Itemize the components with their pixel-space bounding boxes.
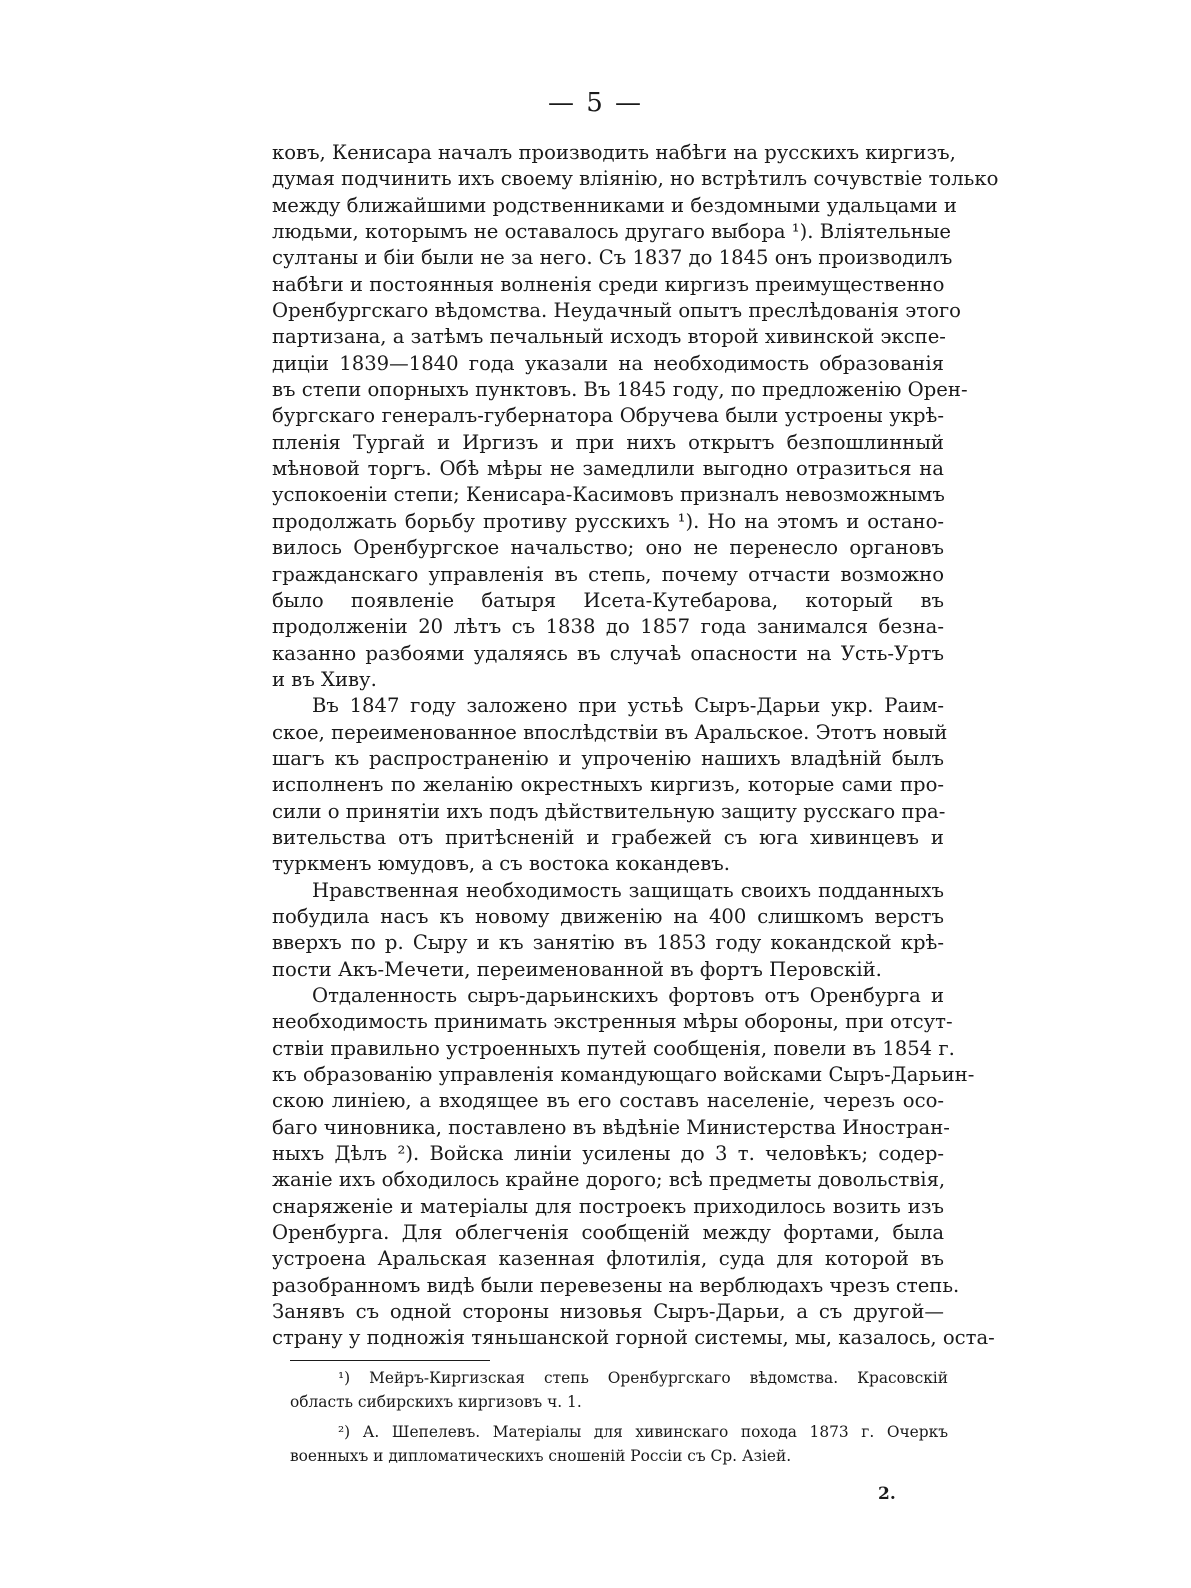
text-line: устроена Аральская казенная флотилія, суда для которой въ	[272, 1247, 944, 1271]
text-line: пости Акъ-Мечети, переименованной въ фортъ Перовскій.	[272, 957, 882, 981]
text-line: продолженіи 20 лѣтъ съ 1838 до 1857 года занимался безна-	[272, 615, 944, 639]
text-line: партизана, а затѣмъ печальный исходъ второй хивинской экспе-	[272, 325, 946, 349]
text-line: продолжать борьбу противу русскихъ ¹). Но на этомъ и остано-	[272, 509, 944, 533]
footnote-line: военныхъ и дипломатическихъ сношеній Россіи съ Ср. Азіей.	[290, 1447, 792, 1465]
text-line: казанно разбоями удаляясь въ случаѣ опасности на Усть-Уртъ	[272, 641, 944, 665]
text-line: необходимость принимать экстренныя мѣры обороны, при отсут-	[272, 1010, 953, 1034]
text-line: снаряженіе и матеріалы для построекъ приходилось возить изъ	[272, 1194, 944, 1218]
text-line: Занявъ съ одной стороны низовья Сыръ-Дарьи, а съ другой—	[272, 1300, 944, 1324]
text-line: бургскаго генералъ-губернатора Обручева были устроены укрѣ-	[272, 404, 944, 428]
text-line: ское, переименованное впослѣдствіи въ Аральское. Этотъ новый	[272, 720, 948, 744]
body-text	[272, 140, 999, 1352]
footnote-line: ²) А. Шепелевъ. Матеріалы для хивинскаго похода 1873 г. Очеркъ	[338, 1423, 948, 1441]
text-line: вилось Оренбургское начальство; оно не перенесло органовъ	[272, 536, 944, 560]
signature-mark: 2.	[878, 1484, 896, 1504]
text-line: успокоеніи степи; Кенисара-Касимовъ призналъ невозможнымъ	[272, 483, 945, 507]
text-line: Нравственная необходимость защищать своихъ подданныхъ	[312, 878, 944, 902]
text-line: въ степи опорныхъ пунктовъ. Въ 1845 году, по предложенію Орен-	[272, 378, 968, 402]
text-line: Оренбургскаго вѣдомства. Неудачный опытъ преслѣдованія этого	[272, 299, 961, 323]
text-line: было появленіе батыря Исета-Кутебарова, который въ	[272, 588, 944, 612]
footnote-divider	[290, 1360, 490, 1361]
text-line: и въ Хиву.	[272, 667, 377, 691]
text-line: скою линіею, а входящее въ его составъ населеніе, черезъ осо-	[272, 1089, 944, 1113]
text-line: Отдаленность сыръ-дарьинскихъ фортовъ отъ Оренбурга и	[312, 984, 944, 1007]
text-line: гражданскаго управленія въ степь, почему отчасти возможно	[272, 562, 944, 586]
text-line: пленія Тургай и Иргизъ и при нихъ открытъ безпошлинный	[272, 430, 944, 454]
footnotes	[290, 1366, 948, 1468]
page-number: — 5 —	[547, 88, 644, 118]
text-line: ныхъ Дѣлъ ²). Войска линіи усилены до 3 т. человѣкъ; содер-	[272, 1142, 944, 1166]
text-line: вверхъ по р. Сыру и къ занятію въ 1853 году кокандской крѣ-	[272, 931, 944, 955]
text-line: туркменъ юмудовъ, а съ востока кокандевъ.	[272, 852, 730, 876]
text-line: набѣги и постоянныя волненія среди киргизъ преимущественно	[272, 272, 945, 296]
text-line: исполненъ по желанію окрестныхъ киргизъ, которые сами про-	[272, 773, 944, 797]
text-line: между ближайшими родственниками и бездомными удальцами и	[272, 193, 957, 217]
text-line: думая подчинить ихъ своему вліянію, но встрѣтилъ сочувствіе только	[272, 167, 999, 191]
text-line: мѣновой торгъ. Обѣ мѣры не замедлили выгодно отразиться на	[272, 457, 944, 481]
text-line: диціи 1839—1840 года указали на необходимость образованія	[272, 351, 944, 375]
text-line: султаны и біи были не за него. Съ 1837 до 1845 онъ производилъ	[272, 246, 953, 270]
text-line: вительства отъ притѣсненій и грабежей съ юга хивинцевъ и	[272, 825, 944, 849]
text-line: ствіи правильно устроенныхъ путей сообщенія, повели въ 1854 г.	[272, 1036, 955, 1060]
text-line: ковъ, Кенисара началъ производить набѣги на русскихъ киргизъ,	[272, 141, 956, 164]
text-line: сили о принятіи ихъ подъ дѣйствительную защиту русскаго пра-	[272, 799, 946, 823]
footnote-line: область сибирскихъ киргизовъ ч. 1.	[290, 1393, 582, 1411]
text-line: жаніе ихъ обходилось крайне дорого; всѣ предметы довольствія,	[272, 1168, 946, 1192]
text-line: людьми, которымъ не оставалось другаго выбора ¹). Вліятельные	[272, 220, 952, 244]
text-line: разобранномъ видѣ были перевезены на верблюдахъ чрезъ степь.	[272, 1273, 960, 1297]
text-line: Въ 1847 году заложено при устьѣ Сыръ-Дарьи укр. Раим-	[312, 694, 944, 718]
footnote-line: ¹) Мейръ-Киргизская степь Оренбургскаго вѣдомства. Красовскій	[338, 1369, 948, 1387]
text-line: Оренбурга. Для облегченія сообщеній между фортами, была	[272, 1221, 944, 1245]
text-line: страну у подножія тяньшанской горной системы, мы, казалось, оста-	[272, 1326, 995, 1350]
text-line: шагъ къ распространенію и упроченію нашихъ владѣній былъ	[272, 746, 944, 770]
text-line: баго чиновника, поставлено въ вѣдѣніе Министерства Иностран-	[272, 1115, 950, 1139]
text-line: къ образованію управленія командующаго войсками Сыръ-Дарьин-	[272, 1063, 975, 1087]
text-line: побудила насъ къ новому движенію на 400 слишкомъ верстъ	[272, 904, 944, 928]
